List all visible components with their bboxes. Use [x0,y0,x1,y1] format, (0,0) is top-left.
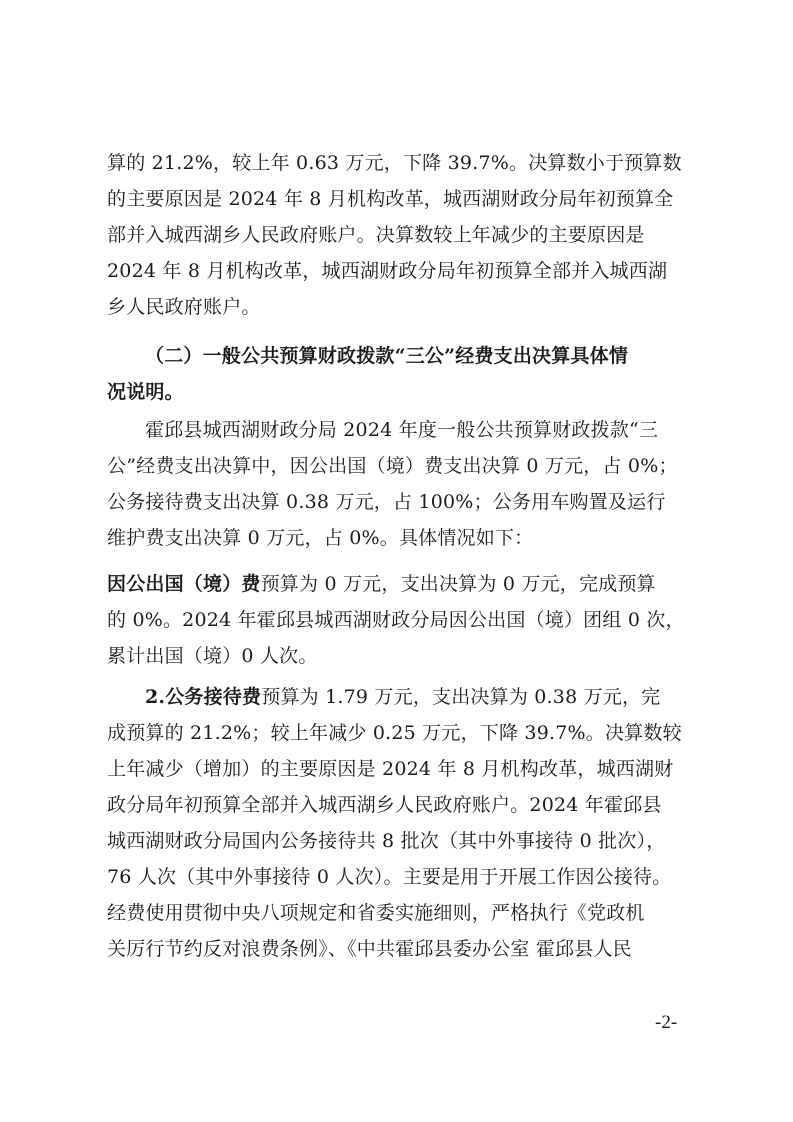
heading-line: 况说明。 [107,381,184,403]
text-line: 的主要原因是 2024 年 8 月机构改革，城西湖财政分局年初预算全 [107,188,674,210]
text-line: 关厉行节约反对浪费条例》、《中共霍邱县委办公室 霍邱县人民 [107,938,632,960]
text-run: 预算为 0 万元，支出决算为 0 万元，完成预算 [260,573,656,595]
page-number: -2- [655,1012,678,1033]
text-line: 的 0%。2024 年霍邱县城西湖财政分局因公出国（境）团组 0 次， [107,609,685,631]
text-line: 2024 年 8 月机构改革，城西湖财政分局年初预算全部并入城西湖 [107,260,668,282]
text-line: 经费使用贯彻中央八项规定和省委实施细则，严格执行《党政机 [107,902,645,924]
section-heading [107,338,692,410]
bold-lead: 因公出国（境）费 [107,573,261,595]
paragraph-overseas-travel [107,566,692,674]
text-line: 公务接待费支出决算 0.38 万元，占 100%；公务用车购置及运行 [107,491,666,513]
text-line: 上年减少（增加）的主要原因是 2024 年 8 月机构改革，城西湖财 [107,758,674,780]
text-line [107,566,692,602]
text-run: 预算为 1.79 万元，支出决算为 0.38 万元，完 [261,686,661,708]
paragraph-reception [107,679,692,967]
heading-line: （二）一般公共预算财政拨款“三公”经费支出决算具体情 [145,345,629,367]
text-line: 维护费支出决算 0 万元，占 0%。具体情况如下： [107,527,534,549]
text-line: 城西湖财政分局国内公务接待共 8 批次（其中外事接待 0 批次）， [107,830,666,852]
paragraph-summary [107,412,692,556]
text-line [107,679,692,715]
text-line: 政分局年初预算全部并入城西湖乡人民政府账户。2024 年霍邱县 [107,794,662,816]
text-line: 成预算的 21.2%；较上年减少 0.25 万元，下降 39.7%。决算数较 [107,722,682,744]
text-line: 部并入城西湖乡人民政府账户。决算数较上年减少的主要原因是 [107,224,645,246]
text-line: 霍邱县城西湖财政分局 2024 年度一般公共预算财政拨款“三 [145,419,659,441]
text-line: 累计出国（境）0 人次。 [107,645,318,667]
text-line: 76 人次（其中外事接待 0 人次）。主要是用于开展工作因公接待。 [107,866,672,888]
bold-lead: 2.公务接待费 [145,686,262,708]
text-line: 算的 21.2%，较上年 0.63 万元，下降 39.7%。决算数小于预算数 [107,152,682,174]
text-line: 公”经费支出决算中，因公出国（境）费支出决算 0 万元，占 0%； [107,455,678,477]
text-line: 乡人民政府账户。 [107,296,261,318]
paragraph-continuation [107,145,692,325]
